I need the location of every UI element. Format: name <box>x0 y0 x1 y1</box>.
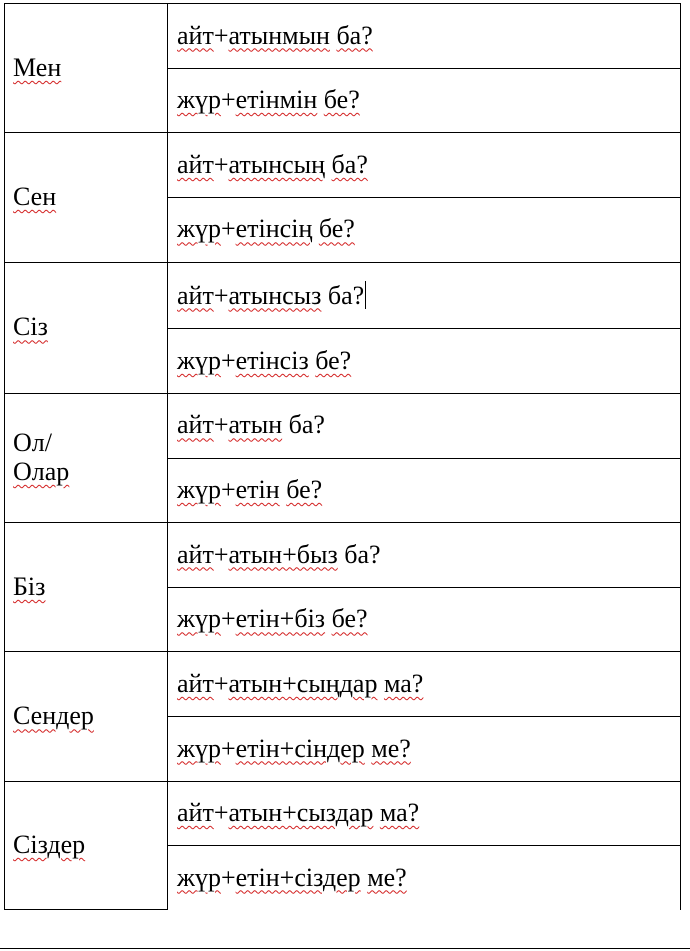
pronoun-cell[interactable] <box>5 781 168 909</box>
pronoun-text: Сендер <box>13 701 94 731</box>
text-cursor <box>365 281 366 309</box>
table-row <box>5 781 681 846</box>
verb-stem: жүр <box>177 475 221 505</box>
plus-sign: + <box>220 475 236 505</box>
question-particle: ме? <box>367 862 407 892</box>
form-cell[interactable] <box>168 329 681 394</box>
verb-suffix: етінсіз <box>235 345 309 375</box>
verb-suffix: атынмын <box>228 20 330 50</box>
pronoun-text: Сіз <box>13 312 48 342</box>
form-cell[interactable] <box>168 523 681 588</box>
question-particle: ма? <box>379 798 420 828</box>
plus-sign: + <box>213 410 229 440</box>
verb-stem: айт <box>177 668 214 698</box>
question-particle: бе? <box>286 475 323 505</box>
question-particle: ба? <box>336 20 373 50</box>
pronoun-text: Сіздер <box>13 830 86 860</box>
conjugation-table <box>4 3 681 910</box>
table-row <box>5 262 681 329</box>
form-cell[interactable] <box>168 652 681 717</box>
verb-suffix: етінмін <box>235 85 318 115</box>
verb-suffix: етін+біз <box>235 604 326 634</box>
pronoun-cell[interactable] <box>5 523 168 652</box>
pronoun-cell[interactable] <box>5 652 168 781</box>
plus-sign: + <box>213 149 229 179</box>
form-cell[interactable] <box>168 587 681 652</box>
pronoun-text: Ол/ <box>13 428 52 458</box>
verb-suffix: атын <box>228 410 283 440</box>
verb-stem: жүр <box>177 733 221 763</box>
plus-sign: + <box>213 20 229 50</box>
question-particle: ба? <box>327 280 365 310</box>
verb-suffix: атынсың <box>228 149 326 179</box>
pronoun-cell[interactable] <box>5 393 168 522</box>
verb-stem: айт <box>177 280 214 310</box>
verb-stem: айт <box>177 410 214 440</box>
plus-sign: + <box>213 798 229 828</box>
plus-sign: + <box>220 733 236 763</box>
question-particle: ба? <box>288 410 325 440</box>
table-row <box>5 393 681 458</box>
form-cell[interactable] <box>168 4 681 69</box>
form-cell[interactable] <box>168 133 681 198</box>
form-cell[interactable] <box>168 458 681 523</box>
question-particle: ба? <box>331 149 368 179</box>
question-particle: бе? <box>315 345 352 375</box>
form-cell[interactable] <box>168 262 681 329</box>
form-cell[interactable] <box>168 781 681 846</box>
question-particle: ма? <box>383 668 424 698</box>
table-row <box>5 133 681 198</box>
verb-stem: айт <box>177 798 214 828</box>
verb-stem: жүр <box>177 214 221 244</box>
pronoun-text: Олар <box>13 457 70 487</box>
plus-sign: + <box>220 85 236 115</box>
table-row <box>5 523 681 588</box>
verb-suffix: атынсыз <box>228 280 322 310</box>
question-particle: бе? <box>331 604 368 634</box>
page-separator <box>0 948 690 949</box>
plus-sign: + <box>213 280 229 310</box>
pronoun-text: Мен <box>13 52 62 82</box>
verb-suffix: атын+сыңдар <box>228 668 378 698</box>
table-row <box>5 652 681 717</box>
verb-stem: жүр <box>177 85 221 115</box>
verb-suffix: атын+сыздар <box>228 798 374 828</box>
verb-suffix: етінсің <box>235 214 313 244</box>
table-row <box>5 4 681 69</box>
form-cell[interactable] <box>168 197 681 262</box>
form-cell[interactable] <box>168 68 681 133</box>
verb-suffix: етін+сіндер <box>235 733 365 763</box>
plus-sign: + <box>220 862 236 892</box>
question-particle: ба? <box>344 539 381 569</box>
verb-stem: жүр <box>177 604 221 634</box>
plus-sign: + <box>213 539 229 569</box>
plus-sign: + <box>213 668 229 698</box>
verb-suffix: атын+быз <box>228 539 338 569</box>
verb-stem: айт <box>177 20 214 50</box>
verb-stem: жүр <box>177 862 221 892</box>
question-particle: бе? <box>323 85 360 115</box>
verb-stem: жүр <box>177 345 221 375</box>
verb-stem: айт <box>177 539 214 569</box>
plus-sign: + <box>220 345 236 375</box>
plus-sign: + <box>220 214 236 244</box>
question-particle: бе? <box>318 214 355 244</box>
form-cell[interactable] <box>168 717 681 782</box>
plus-sign: + <box>220 604 236 634</box>
verb-suffix: етін+сіздер <box>235 862 361 892</box>
verb-suffix: етін <box>235 475 280 505</box>
pronoun-cell[interactable] <box>5 262 168 393</box>
pronoun-cell[interactable] <box>5 4 168 133</box>
form-cell[interactable] <box>168 393 681 458</box>
form-cell[interactable] <box>168 846 681 910</box>
question-particle: ме? <box>371 733 411 763</box>
pronoun-text: Біз <box>13 572 46 602</box>
pronoun-cell[interactable] <box>5 133 168 262</box>
pronoun-text: Сен <box>13 182 57 212</box>
verb-stem: айт <box>177 149 214 179</box>
